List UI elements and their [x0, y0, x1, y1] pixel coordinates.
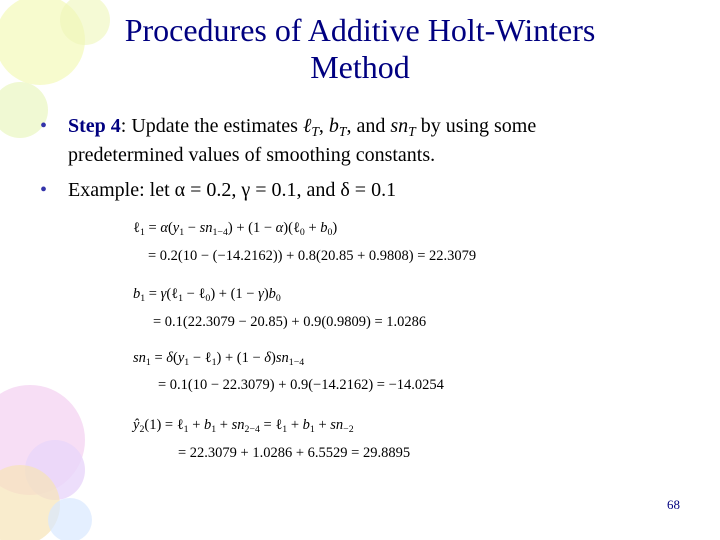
- title-line-2: Method: [310, 49, 410, 85]
- bullet-step-4-text: Step 4: Update the estimates ℓ$_T$, $b_T$, and $sn_T$ by using some predetermined values of smoothing constants.: [68, 115, 537, 166]
- eq-season-formula: $sn_1 = \delta(y_1$ − ℓ$_1$) + $(1 - \delta)sn_{1-4}$: [133, 350, 305, 368]
- step-4-text-b: by using some: [415, 115, 537, 137]
- bullet-dot: •: [40, 179, 48, 201]
- title-line-1: Procedures of Additive Holt-Winters: [124, 12, 596, 48]
- step-4-text-a: : Update the estimates: [120, 115, 303, 137]
- step-4-text-c: predetermined values of smoothing constants.: [68, 144, 436, 166]
- eq-trend-value: = 0.1(22.3079 − 20.85) + 0.9(0.9809) = 1.0286: [153, 314, 427, 330]
- page-number: 68: [667, 497, 680, 512]
- step-4-label: Step 4: [68, 115, 121, 137]
- eq-season-value: = 0.1(10 − 22.3079) + 0.9(−14.2162) = −14.0254: [158, 377, 444, 393]
- eq-level-formula: ℓ$_1$ = $\alpha(y_1 - sn_{1-4}) + (1$ − α)(ℓ$_0$ + $b_0$): [133, 220, 338, 238]
- eq-forecast-value: = 22.3079 + 1.0286 + 6.5529 = 29.8895: [178, 445, 411, 461]
- eq-level-value: = 0.2(10 − (−14.2162)) + 0.8(20.85 + 0.9808) = 22.3079: [148, 248, 477, 264]
- eq-trend-formula: $b_1$ = γ(ℓ$_1$ − ℓ$_0$) + $(1 - \gamma)b_0$: [133, 286, 281, 304]
- bullet-dot: •: [40, 115, 48, 137]
- example-text: Example: let α = 0.2, γ = 0.1, and δ = 0.1: [68, 179, 397, 201]
- slide-title: [40, 12, 680, 86]
- eq-forecast-formula: $ŷ_2(1)$ = ℓ$_1$ + $b_1 + sn_{2-4}$ = ℓ$_1$ + $b_1 + sn_{-2}$: [133, 417, 354, 435]
